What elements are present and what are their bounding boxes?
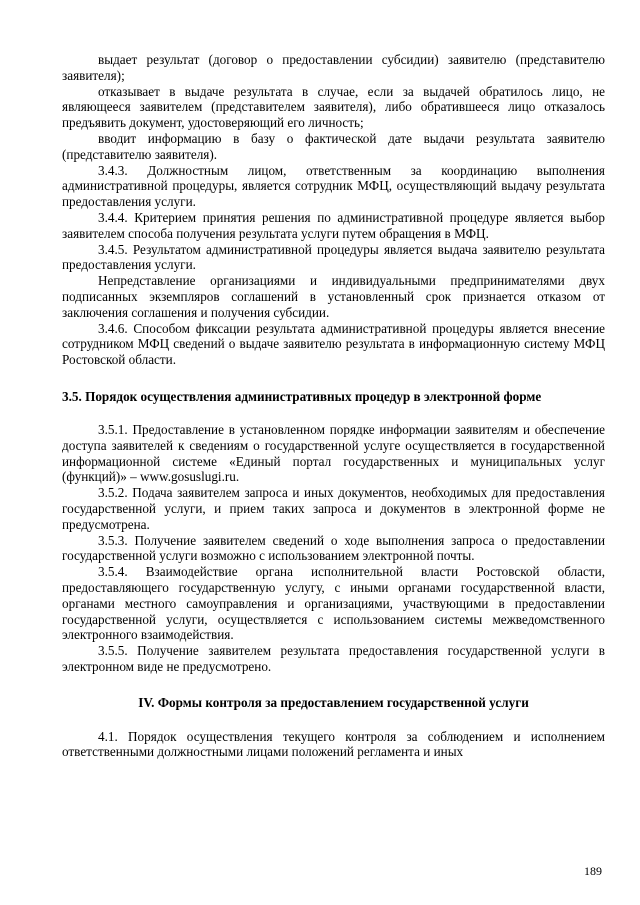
paragraph: 3.5.2. Подача заявителем запроса и иных документов, необходимых для предоставления государственной услуги, и прием таких запроса и документов в электронной форме не предусмотрена. xyxy=(62,485,605,532)
section-3-4-continuation xyxy=(62,52,605,368)
paragraph: 3.4.5. Результатом административной процедуры является выдача заявителю результата предоставления услуги. xyxy=(62,241,605,273)
paragraph: 3.4.4. Критерием принятия решения по административной процедуре является выбор заявителем способа получения результата услуги путем обращения в МФЦ. xyxy=(62,209,605,241)
paragraph: 3.5.1. Предоставление в установленном порядке информации заявителям и обеспечение доступа заявителей к сведениям о государственной услуге осуществляется в государственной информационной системе «Единый портал государственных и муниципальных услуг (функций)» – www.gosuslugi.ru. xyxy=(62,421,605,485)
paragraph: отказывает в выдаче результата в случае, если за выдачей обратилось лицо, не являющееся заявителем (представителем заявителя), либо обратившееся лицо отказалось предъявить документ, удостоверяющий его личность; xyxy=(62,83,605,131)
paragraph: 3.4.6. Способом фиксации результата административной процедуры является внесение сотрудником МФЦ сведений о выдаче заявителю результата в информационную систему МФЦ Ростовской области. xyxy=(62,320,605,368)
paragraph: вводит информацию в базу о фактической дате выдачи результата заявителю (представителю заявителя). xyxy=(62,130,605,162)
paragraph: 4.1. Порядок осуществления текущего контроля за соблюдением и исполнением ответственными должностными лицами положений регламента и иных xyxy=(62,728,605,760)
paragraph: 3.5.5. Получение заявителем результата предоставления государственной услуги в электронном виде не предусмотрено. xyxy=(62,643,605,674)
paragraph: 3.4.3. Должностным лицом, ответственным за координацию выполнения административной процедуры, является сотрудник МФЦ, осуществляющий выдачу результата предоставления услуги. xyxy=(62,162,605,210)
page-number: 189 xyxy=(584,864,602,878)
paragraph: 3.5.4. Взаимодействие органа исполнительной власти Ростовской области, предоставляющего государственную услугу, с иными органами государственной власти, органами местного самоуправления и организациями, участвующими в предоставлении государственной услуги, осуществляется с использованием системы межведомственного электронного взаимодействия. xyxy=(62,564,605,643)
section-heading-3-5: 3.5. Порядок осуществления административных процедур в электронной форме xyxy=(62,388,542,404)
paragraph: Непредставление организациями и индивидуальными предпринимателями двух подписанных экземпляров соглашений в установленный срок признается отказом от заключения соглашения и получения субсидии. xyxy=(62,273,605,320)
paragraph: выдает результат (договор о предоставлении субсидии) заявителю (представителю заявителя); xyxy=(62,52,605,83)
paragraph: 3.5.3. Получение заявителем сведений о ходе выполнения запроса о предоставлении государственной услуги возможно с использованием электронной почты. xyxy=(62,532,605,564)
section-3-5 xyxy=(62,422,605,675)
section-heading-iv: IV. Формы контроля за предоставлением государственной услуги xyxy=(138,694,529,710)
section-iv xyxy=(62,729,605,761)
